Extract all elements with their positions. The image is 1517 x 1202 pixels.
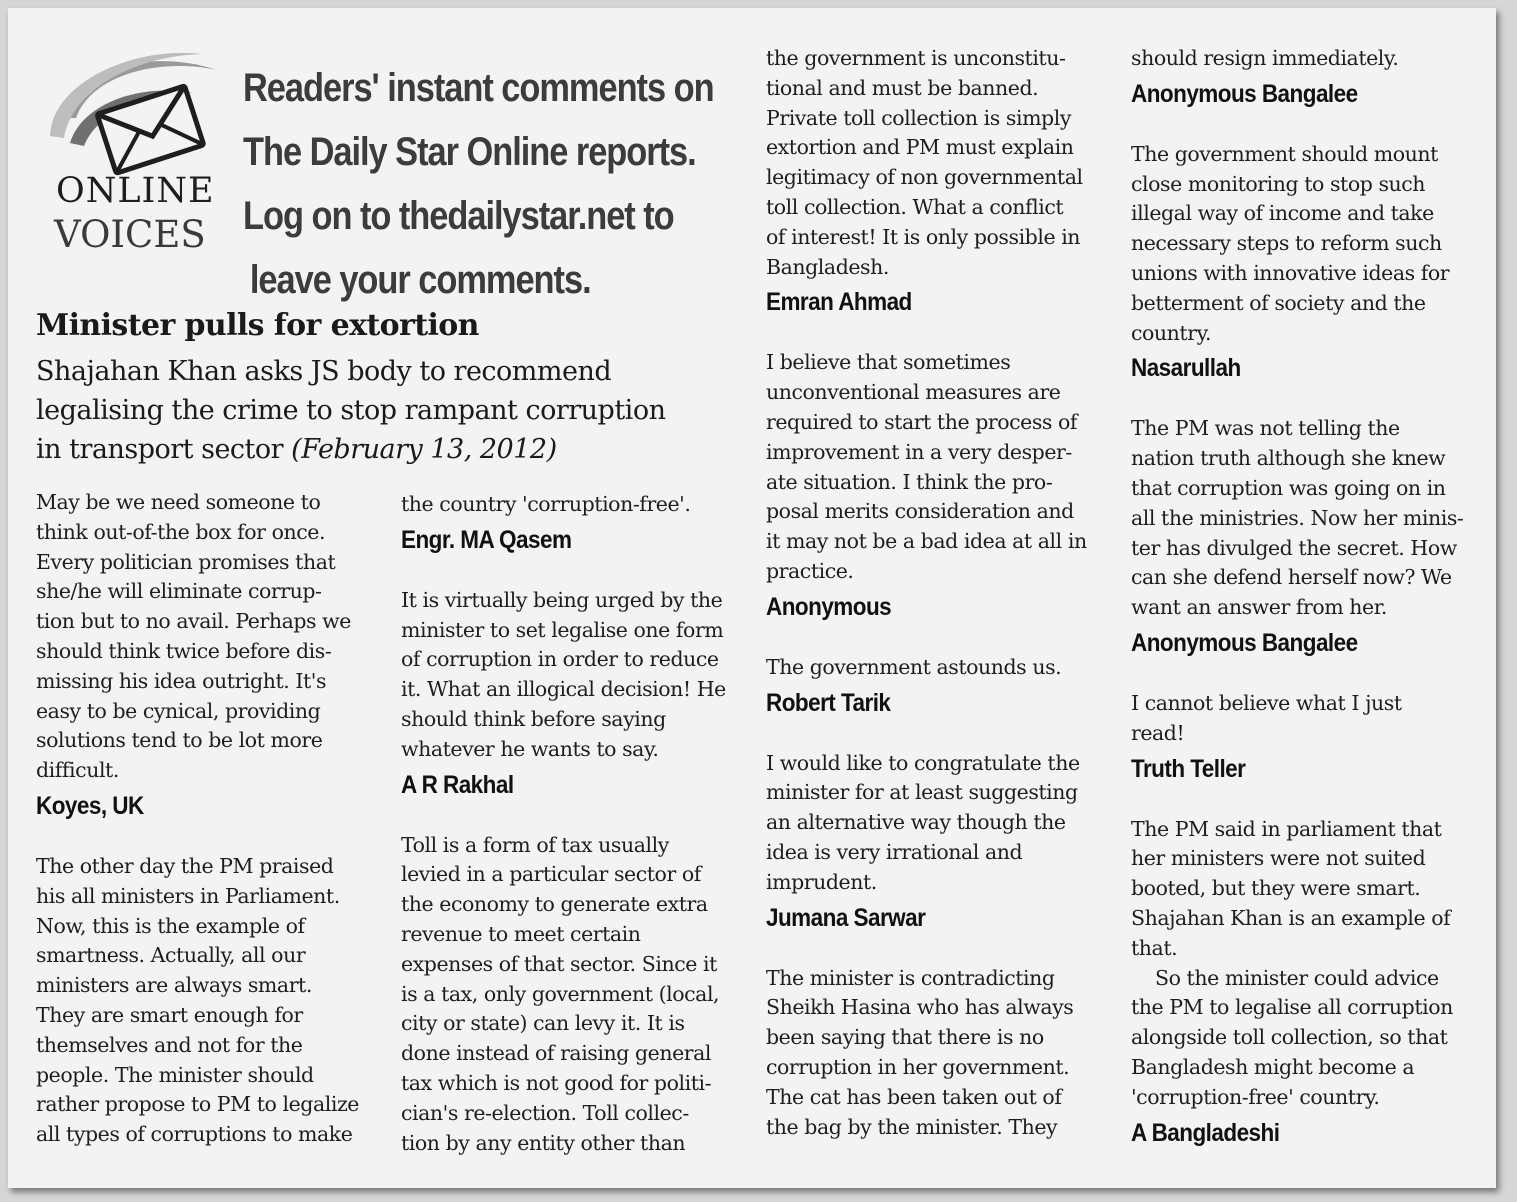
comment-line: revenue to meet certain	[401, 921, 641, 946]
comment-author: A Bangladeshi	[1131, 1118, 1280, 1147]
comment-text	[1131, 964, 1463, 1113]
comment-text	[766, 653, 1087, 683]
comment-text	[1131, 689, 1463, 749]
comment-text	[766, 44, 1087, 282]
comment-line: Now, this is the example of	[36, 913, 305, 938]
logo-voices-text: VOICES	[54, 213, 206, 256]
comment-line: booted, but they were smart.	[1131, 876, 1421, 901]
comment-author: Anonymous Bangalee	[1131, 79, 1358, 108]
comment-line: solutions tend to be lot more	[36, 728, 323, 753]
comment-line: his all ministers in Parliament.	[36, 883, 340, 908]
comment-author: Nasarullah	[1131, 354, 1241, 383]
comment-author: Engr. MA Qasem	[401, 525, 572, 554]
comment-line: I believe that sometimes	[766, 350, 1011, 375]
comment-line: The other day the PM praised	[36, 853, 334, 878]
comment-line: Bangladesh might become a	[1131, 1054, 1415, 1079]
comment-text	[1131, 44, 1463, 74]
comment-line: expenses of that sector. Since it	[401, 951, 717, 976]
comment-line: can she defend herself now? We	[1131, 565, 1452, 590]
newspaper-clipping	[8, 8, 1496, 1188]
comment-line: rather propose to PM to legalize	[36, 1092, 359, 1117]
comment-line: The cat has been taken out of	[766, 1084, 1062, 1109]
comment-line: should think before saying	[401, 706, 666, 731]
promo-text	[243, 56, 714, 312]
comment-line: should think twice before dis-	[36, 638, 332, 663]
comment-line: alongside toll collection, so that	[1131, 1025, 1448, 1050]
comment-line: betterment of society and the	[1131, 290, 1426, 315]
comment-line: the government is unconstitu-	[766, 46, 1066, 70]
envelope-swoosh-icon	[42, 48, 232, 188]
comment-line: the bag by the minister. They	[766, 1114, 1058, 1139]
comment-line: nation truth although she knew	[1131, 446, 1446, 471]
comment-line: legitimacy of non governmental	[766, 165, 1083, 190]
comment-line: difficult.	[36, 758, 119, 783]
comment-line: unions with innovative ideas for	[1131, 260, 1450, 285]
comment-line: ter has divulged the secret. How	[1131, 535, 1457, 560]
comment-line: minister for at least suggesting	[766, 780, 1078, 805]
article-headline: Minister pulls for extortion	[36, 308, 479, 343]
promo-line: Log on to thedailystar.net to	[243, 194, 674, 238]
comment-line: required to start the process of	[766, 409, 1078, 434]
comment-line: read!	[1131, 720, 1185, 745]
comment-line: unconventional measures are	[766, 380, 1061, 405]
comment-line: been saying that there is no	[766, 1025, 1044, 1050]
comment-line: of interest! It is only possible in	[766, 224, 1081, 249]
comment-line: Bangladesh.	[766, 254, 889, 279]
comment-line: all types of corruptions to make	[36, 1122, 353, 1147]
comment-line: practice.	[766, 558, 854, 583]
comment-line: The PM said in parliament that	[1131, 816, 1442, 841]
deck-line: legalising the crime to stop rampant corruption	[36, 395, 666, 426]
comment-line: it may not be a bad idea at all in	[766, 529, 1087, 554]
comment-text	[1131, 414, 1463, 623]
comment-line: posal merits consideration and	[766, 499, 1074, 524]
comment-line: missing his idea outright. It's	[36, 668, 327, 693]
article-date: (February 13, 2012)	[291, 434, 557, 465]
comment-line: The PM was not telling the	[1131, 416, 1400, 441]
comment-text	[766, 964, 1087, 1143]
comment-author: Emran Ahmad	[766, 288, 912, 317]
comment-line: whatever he wants to say.	[401, 736, 659, 761]
comment-line: the PM to legalise all corruption	[1131, 995, 1453, 1020]
comment-line: imprudent.	[766, 869, 877, 894]
comment-line: The minister is contradicting	[766, 965, 1055, 990]
comment-line: smartness. Actually, all our	[36, 943, 306, 968]
promo-line: The Daily Star Online reports.	[243, 130, 696, 174]
comment-line: idea is very irrational and	[766, 839, 1023, 864]
comment-text	[401, 831, 726, 1159]
comment-line: her ministers were not suited	[1131, 846, 1426, 871]
comment-line: she/he will eliminate corrup-	[36, 579, 322, 604]
comment-line: tax which is not good for politi-	[401, 1070, 712, 1095]
comment-line: cian's re-election. Toll collec-	[401, 1100, 689, 1125]
promo-line: Readers' instant comments on	[243, 66, 714, 110]
comment-line: levied in a particular sector of	[401, 862, 701, 887]
comment-line: think out-of-the box for once.	[36, 519, 326, 544]
comment-line: Every politician promises that	[36, 549, 336, 574]
comment-column-3	[766, 44, 1087, 1142]
comment-line: Shajahan Khan is an example of	[1131, 905, 1451, 930]
comment-line: easy to be cynical, providing	[36, 698, 321, 723]
deck-line	[36, 430, 736, 469]
article-deck	[36, 352, 736, 469]
comment-line: Sheikh Hasina who has always	[766, 995, 1074, 1020]
comment-line: it. What an illogical decision! He	[401, 677, 726, 702]
comment-line: 'corruption-free' country.	[1131, 1084, 1380, 1109]
comment-line: country.	[1131, 320, 1212, 345]
comment-line: should resign immediately.	[1131, 46, 1399, 70]
comment-line: illegal way of income and take	[1131, 201, 1434, 226]
comment-line: is a tax, only government (local,	[401, 981, 720, 1006]
comment-line: that.	[1131, 935, 1178, 960]
comment-author: A R Rakhal	[401, 770, 514, 799]
comment-line: themselves and not for the	[36, 1032, 303, 1057]
logo-online-text: ONLINE	[56, 171, 215, 211]
comment-text	[36, 852, 359, 1150]
comment-line: the economy to generate extra	[401, 892, 708, 917]
online-voices-logo	[42, 48, 232, 263]
comment-text	[401, 490, 726, 520]
comment-author: Truth Teller	[1131, 754, 1246, 783]
comment-line: corruption in her government.	[766, 1054, 1070, 1079]
comment-line: city or state) can levy it. It is	[401, 1011, 685, 1036]
comment-text	[401, 586, 726, 765]
comment-text	[766, 749, 1087, 898]
comment-line: minister to set legalise one form	[401, 617, 724, 642]
comment-line: The government astounds us.	[766, 654, 1062, 679]
comment-author: Jumana Sarwar	[766, 903, 926, 932]
comment-line: So the minister could advice	[1155, 965, 1439, 990]
comment-line: Private toll collection is simply	[766, 105, 1071, 130]
comment-line: done instead of raising general	[401, 1041, 711, 1066]
comment-line: of corruption in order to reduce	[401, 647, 719, 672]
comment-line: want an answer from her.	[1131, 595, 1387, 620]
comment-line: improvement in a very desper-	[766, 439, 1072, 464]
comment-line: May be we need someone to	[36, 490, 321, 514]
comment-line: that corruption was going on in	[1131, 475, 1446, 500]
comment-author: Anonymous Bangalee	[1131, 628, 1358, 657]
comment-line: necessary steps to reform such	[1131, 231, 1442, 256]
comment-text	[766, 348, 1087, 586]
comment-line: The government should mount	[1131, 141, 1438, 166]
comment-line: I would like to congratulate the	[766, 750, 1080, 775]
comment-line: Toll is a form of tax usually	[401, 832, 669, 857]
comment-author: Koyes, UK	[36, 791, 144, 820]
comment-text	[36, 488, 359, 786]
comment-author: Robert Tarik	[766, 688, 891, 717]
comment-line: people. The minister should	[36, 1062, 314, 1087]
deck-line: Shajahan Khan asks JS body to recommend	[36, 356, 612, 387]
comment-line: an alternative way though the	[766, 810, 1066, 835]
comment-line: close monitoring to stop such	[1131, 171, 1426, 196]
comment-line: They are smart enough for	[36, 1002, 303, 1027]
comment-text	[1131, 815, 1463, 964]
comment-line: ate situation. I think the pro-	[766, 469, 1053, 494]
comment-line: I cannot believe what I just	[1131, 690, 1402, 715]
comment-line: tion by any entity other than	[401, 1130, 686, 1155]
comment-column-4	[1131, 44, 1463, 1149]
comment-column-1	[36, 488, 359, 1150]
comment-author: Anonymous	[766, 592, 892, 621]
comment-text	[1131, 140, 1463, 349]
comment-line: toll collection. What a conflict	[766, 194, 1064, 219]
comment-line: It is virtually being urged by the	[401, 587, 723, 612]
comment-line: all the ministries. Now her minis-	[1131, 505, 1464, 530]
comment-line: ministers are always smart.	[36, 973, 312, 998]
deck-line-text: in transport sector	[36, 434, 284, 465]
comment-line: extortion and PM must explain	[766, 135, 1074, 160]
promo-line: leave your comments.	[249, 258, 591, 302]
comment-line: tional and must be banned.	[766, 75, 1039, 100]
comment-line: the country 'corruption-free'.	[401, 492, 691, 516]
comment-column-2	[401, 490, 726, 1158]
comment-line: tion but to no avail. Perhaps we	[36, 609, 351, 634]
